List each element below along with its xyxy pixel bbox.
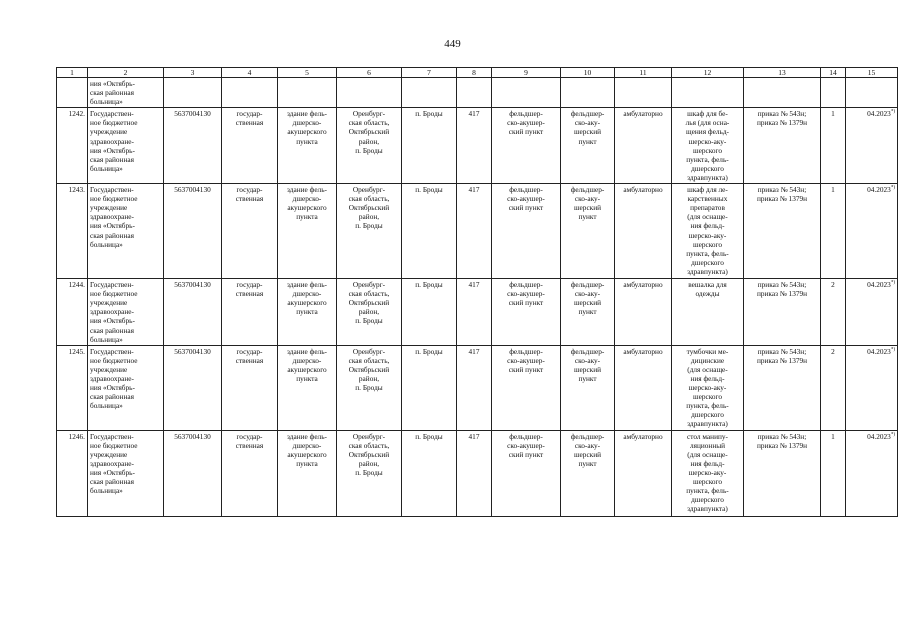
row-number: 1243. xyxy=(68,185,85,195)
address: Оренбург- ская область, Октябрьский район, п. Броды xyxy=(348,109,390,155)
col-header-5: 5 xyxy=(278,68,337,78)
page-number: 449 xyxy=(444,38,461,50)
row-number: 1242. xyxy=(68,109,85,119)
date: 04.2023 xyxy=(867,109,891,119)
locality: п. Броды xyxy=(415,109,443,119)
locality: п. Броды xyxy=(415,431,443,441)
unit-type-secondary: фельдшер- ско-аку- шерский пункт xyxy=(570,280,605,317)
unit-type: фельдшер- ско-акушер- ский пункт xyxy=(507,185,545,213)
inn-code: 5637004130 xyxy=(174,185,211,195)
locality-code: 417 xyxy=(468,109,480,119)
inn-code: 5637004130 xyxy=(174,346,211,356)
care-mode: амбулаторно xyxy=(623,431,663,441)
table-row xyxy=(57,108,898,184)
unit-type: фельдшер- ско-акушер- ский пункт xyxy=(507,109,545,137)
date-footnote-mark: *) xyxy=(890,347,895,353)
care-mode: амбулаторно xyxy=(623,185,663,195)
order-reference: приказ № 543н; приказ № 1379н xyxy=(756,431,808,450)
col-header-15: 15 xyxy=(846,68,898,78)
order-reference: приказ № 543н; приказ № 1379н xyxy=(756,109,808,128)
inn-code: 5637004130 xyxy=(174,431,211,441)
organization-name: Государствен- ное бюджетное учреждение здравоохране- ния «Октябрь- ская районная больница» xyxy=(90,185,138,249)
date-footnote-mark: *) xyxy=(890,280,895,286)
building-name: здание фель- дшерско- акушерского пункта xyxy=(287,109,327,146)
order-reference: приказ № 543н; приказ № 1379н xyxy=(756,185,808,204)
date: 04.2023 xyxy=(867,185,891,195)
col-header-1: 1 xyxy=(57,68,88,78)
quantity: 1 xyxy=(831,185,835,195)
unit-type-secondary: фельдшер- ско-аку- шерский пункт xyxy=(570,185,605,222)
locality-code: 417 xyxy=(468,185,480,195)
col-header-3: 3 xyxy=(164,68,222,78)
row-number: 1245. xyxy=(68,346,85,356)
care-mode: амбулаторно xyxy=(623,280,663,290)
building-name: здание фель- дшерско- акушерского пункта xyxy=(287,185,327,222)
inn-code: 5637004130 xyxy=(174,280,211,290)
table-header xyxy=(57,68,898,78)
unit-type: фельдшер- ско-акушер- ский пункт xyxy=(507,346,545,374)
building-name: здание фель- дшерско- акушерского пункта xyxy=(287,431,327,468)
care-mode: амбулаторно xyxy=(623,109,663,119)
date-footnote-mark: *) xyxy=(890,432,895,438)
unit-type-secondary: фельдшер- ско-аку- шерский пункт xyxy=(570,431,605,468)
table-row xyxy=(57,345,898,430)
locality: п. Броды xyxy=(415,280,443,290)
unit-type: фельдшер- ско-акушер- ский пункт xyxy=(507,280,545,308)
building-name: здание фель- дшерско- акушерского пункта xyxy=(287,346,327,383)
quantity: 2 xyxy=(831,346,835,356)
order-reference: приказ № 543н; приказ № 1379н xyxy=(756,346,808,365)
row-number: 1246. xyxy=(68,431,85,441)
ownership-type: государ- ственная xyxy=(235,431,264,450)
col-header-9: 9 xyxy=(492,68,561,78)
locality: п. Броды xyxy=(415,185,443,195)
building-name: здание фель- дшерско- акушерского пункта xyxy=(287,280,327,317)
equipment-name: шкаф для ле- карственных препаратов (для оснаще- ния фельд- шерско-аку- шерского пункта, фель- дшерского здравпункта) xyxy=(686,185,729,276)
col-header-14: 14 xyxy=(821,68,846,78)
col-header-4: 4 xyxy=(222,68,278,78)
col-header-6: 6 xyxy=(337,68,402,78)
ownership-type: государ- ственная xyxy=(235,280,264,299)
date-footnote-mark: *) xyxy=(890,185,895,191)
equipment-name: тумбочки ме- дицинские (для оснаще- ния фельд- шерско-аку- шерского пункта, фель- дшерского здравпункта) xyxy=(686,346,729,429)
equipment-table xyxy=(56,67,898,517)
col-header-10: 10 xyxy=(561,68,615,78)
continuation-row xyxy=(57,78,898,108)
organization-name: Государствен- ное бюджетное учреждение здравоохране- ния «Октябрь- ская районная больница» xyxy=(90,346,138,411)
address: Оренбург- ская область, Октябрьский район, п. Броды xyxy=(348,431,390,477)
quantity: 1 xyxy=(831,109,835,119)
date: 04.2023 xyxy=(867,280,891,290)
locality-code: 417 xyxy=(468,280,480,290)
date: 04.2023 xyxy=(867,346,891,356)
col-header-7: 7 xyxy=(402,68,457,78)
care-mode: амбулаторно xyxy=(623,346,663,356)
address: Оренбург- ская область, Октябрьский район, п. Броды xyxy=(348,185,390,231)
inn-code: 5637004130 xyxy=(174,109,211,119)
quantity: 2 xyxy=(831,280,835,290)
locality-code: 417 xyxy=(468,431,480,441)
organization-name: Государствен- ное бюджетное учреждение здравоохране- ния «Октябрь- ская районная больница» xyxy=(90,109,138,173)
col-header-8: 8 xyxy=(457,68,492,78)
col-header-11: 11 xyxy=(615,68,672,78)
unit-type-secondary: фельдшер- ско-аку- шерский пункт xyxy=(570,109,605,146)
table-row xyxy=(57,279,898,346)
ownership-type: государ- ственная xyxy=(235,346,264,365)
ownership-type: государ- ственная xyxy=(235,109,264,128)
col-header-13: 13 xyxy=(744,68,821,78)
date-footnote-mark: *) xyxy=(890,109,895,115)
equipment-name: стол манипу- ляционный (для оснаще- ния фельд- шерско-аку- шерского пункта, фель- дшерского здравпункта) xyxy=(686,431,729,514)
unit-type: фельдшер- ско-акушер- ский пункт xyxy=(507,431,545,459)
organization-name: Государствен- ное бюджетное учреждение здравоохране- ния «Октябрь- ская районная больница» xyxy=(90,431,138,496)
ownership-type: государ- ственная xyxy=(235,185,264,204)
organization-name: Государствен- ное бюджетное учреждение здравоохране- ния «Октябрь- ская районная больница» xyxy=(90,280,138,344)
table-row xyxy=(57,184,898,279)
order-reference: приказ № 543н; приказ № 1379н xyxy=(756,280,808,299)
equipment-name: шкаф для бе- лья (для осна- щения фельд- шерско-аку- шерского пункта, фель- дшерского здравпункта) xyxy=(685,109,730,182)
col-header-2: 2 xyxy=(88,68,164,78)
locality: п. Броды xyxy=(415,346,443,356)
address: Оренбург- ская область, Октябрьский район, п. Броды xyxy=(348,280,390,326)
equipment-name: вешалка для одежды xyxy=(688,280,727,299)
continuation-org-text: ния «Октябрь- ская районная больница» xyxy=(90,79,135,107)
locality-code: 417 xyxy=(468,346,480,356)
table-row xyxy=(57,430,898,516)
col-header-12: 12 xyxy=(672,68,744,78)
quantity: 1 xyxy=(831,431,835,441)
date: 04.2023 xyxy=(867,431,891,441)
address: Оренбург- ская область, Октябрьский район, п. Броды xyxy=(348,346,390,393)
row-number: 1244. xyxy=(68,280,85,290)
unit-type-secondary: фельдшер- ско-аку- шерский пункт xyxy=(570,346,605,383)
